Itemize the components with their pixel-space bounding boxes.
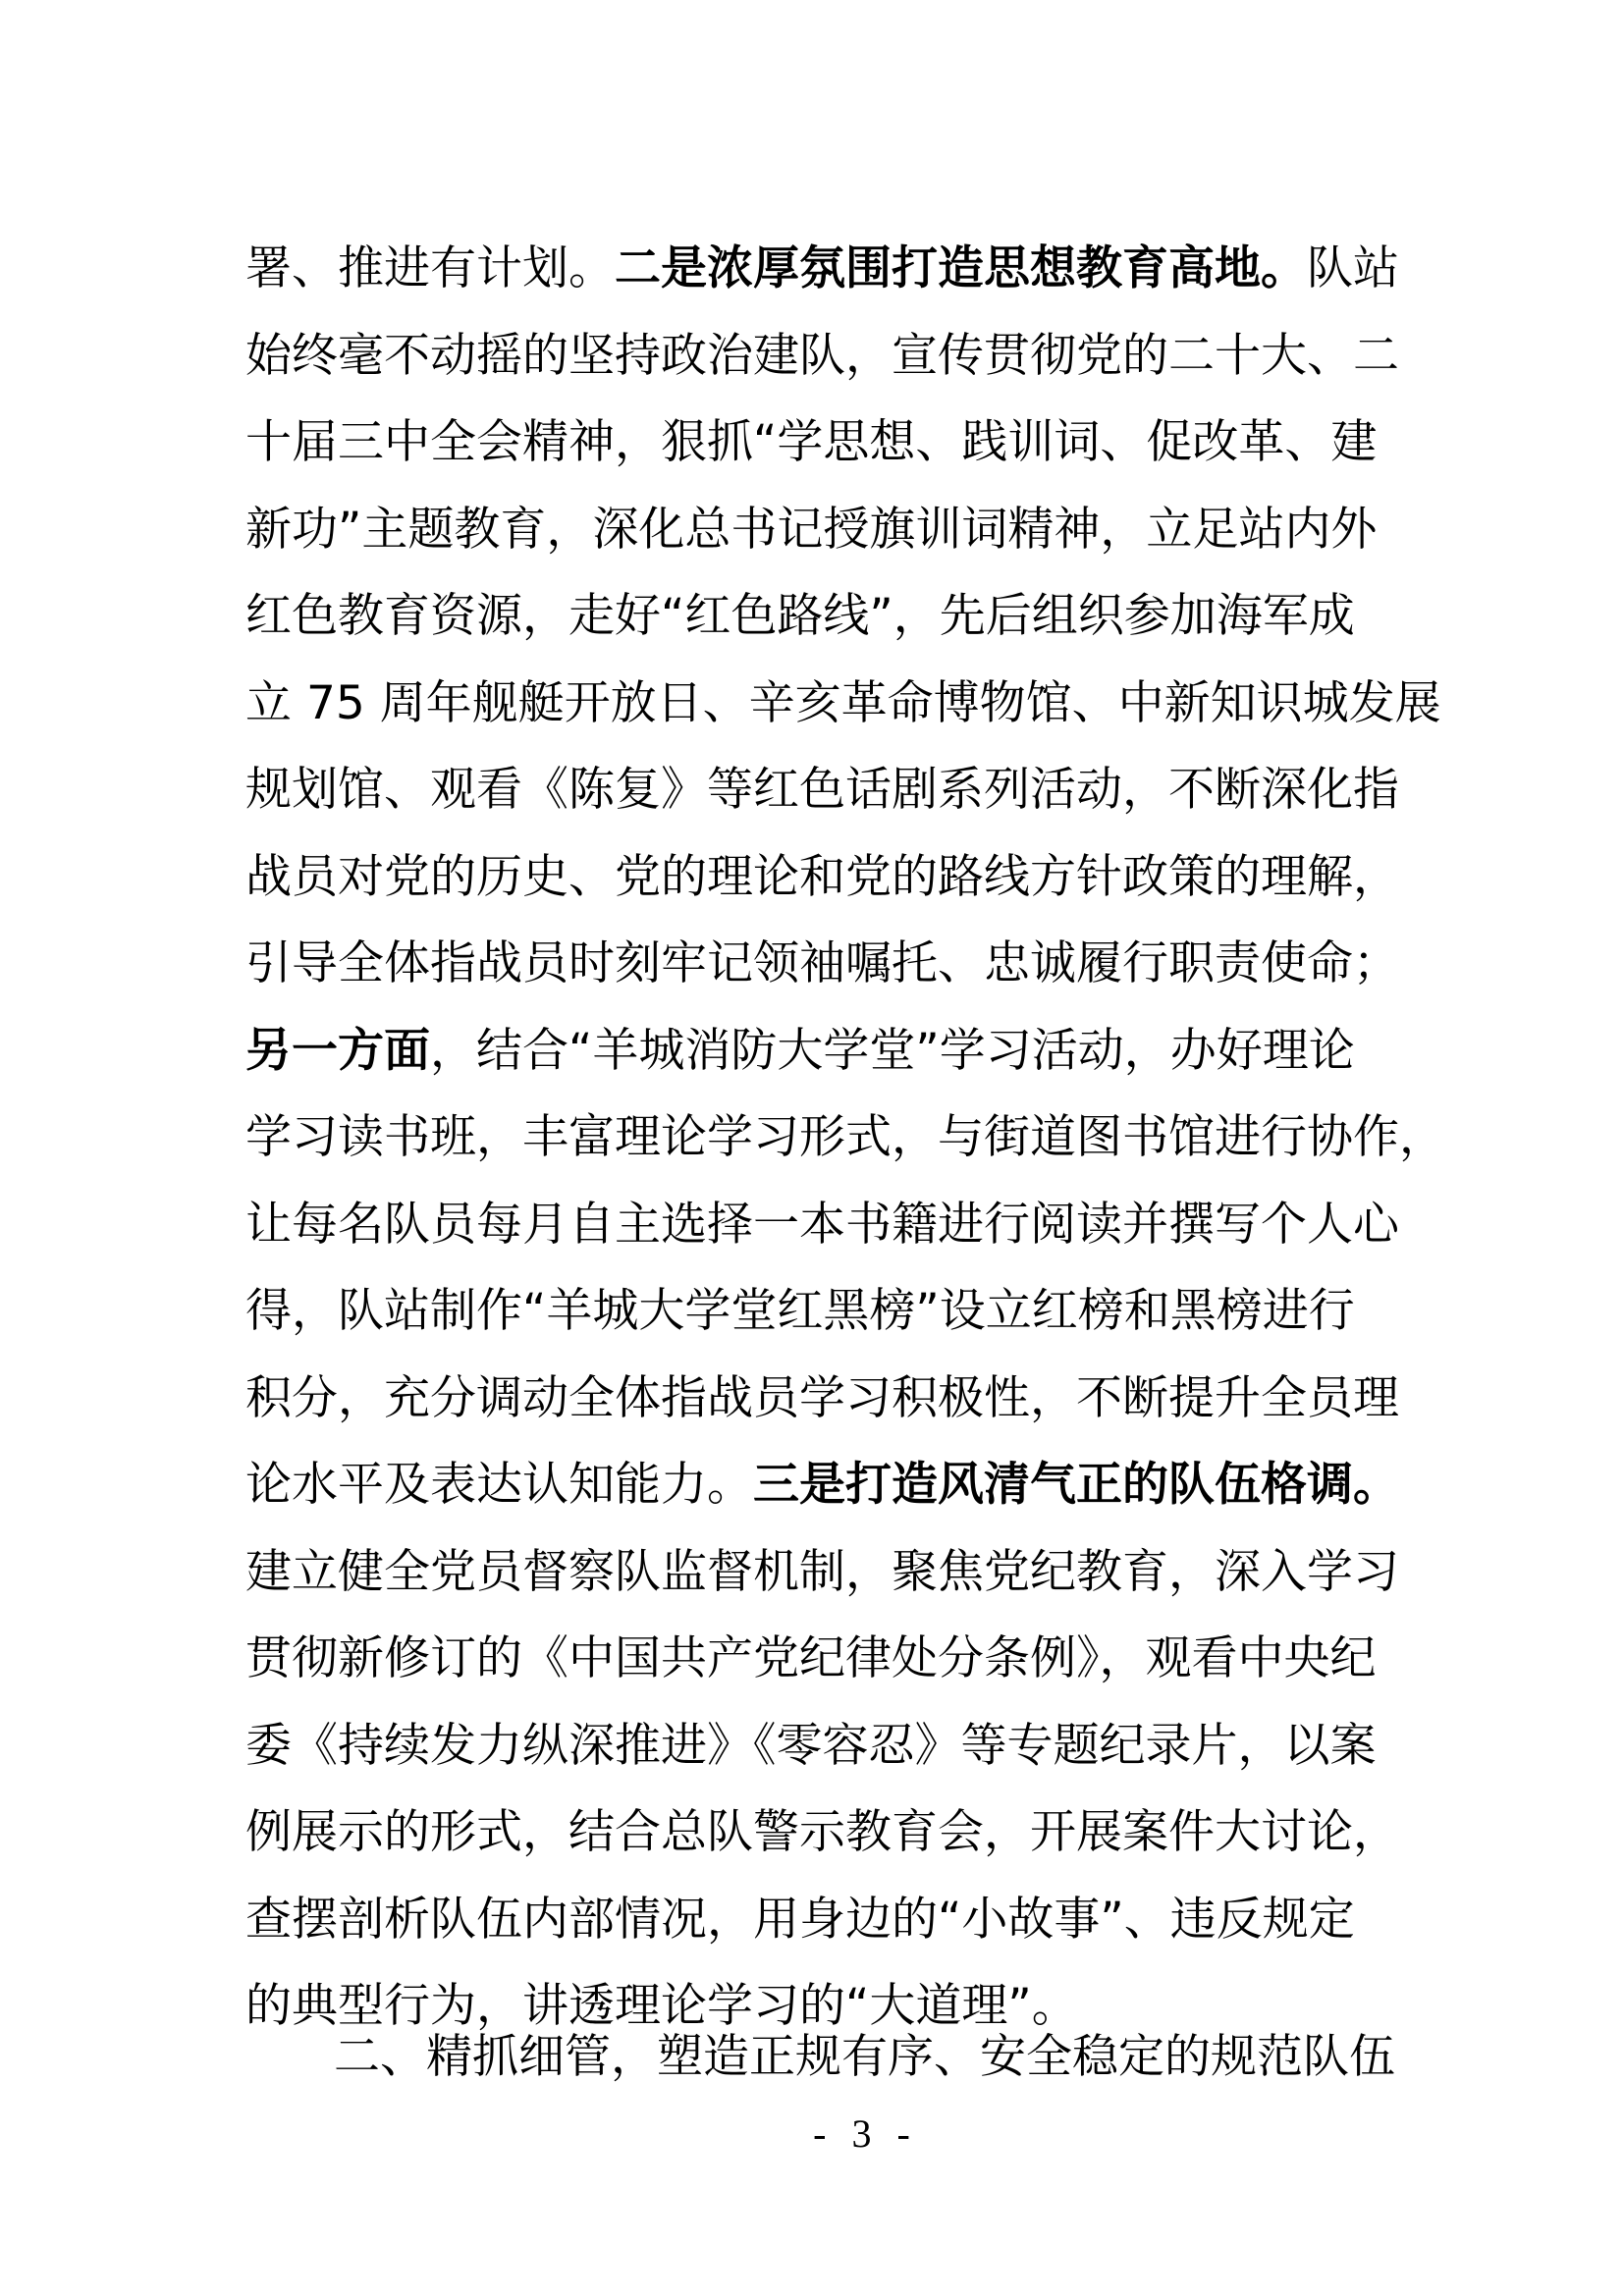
text-run: 建立健全党员督察队监督机制，聚焦党纪教育，深入学习	[245, 1544, 1399, 1599]
text-run: 得，队站制作“羊城大学堂红黑榜”设立红榜和黑榜进行	[245, 1284, 1355, 1338]
text-line	[245, 1095, 1445, 1182]
text-run: 战员对党的历史、党的理论和党的路线方针政策的理解，	[245, 849, 1399, 904]
text-run: 署、推进有计划。	[245, 241, 615, 295]
text-run: 始终毫不动摇的坚持政治建队，宣传贯彻党的二十大、二	[245, 328, 1399, 383]
text-run: 论水平及表达认知能力。	[245, 1458, 753, 1512]
text-line	[245, 1789, 1399, 1877]
bold-text-run: 三是打造风清气正的队伍格调。	[753, 1458, 1399, 1512]
text-run: 例展示的形式，结合总队警示教育会，开展案件大讨论，	[245, 1805, 1399, 1859]
text-run: 查摆剖析队伍内部情况，用身边的“小故事”、违反规定	[245, 1892, 1355, 1947]
text-line	[245, 1356, 1399, 1443]
body-paragraph	[245, 226, 1445, 2051]
text-line	[245, 661, 1441, 748]
text-run: ，结合“羊城消防大学堂”学习活动，办好理论	[430, 1023, 1355, 1078]
text-line	[245, 834, 1399, 922]
text-run: 立 75 周年舰艇开放日、辛亥革命博物馆、中新知识城发展	[245, 675, 1441, 730]
text-line	[245, 1703, 1394, 1790]
page-number: - 3 -	[813, 2111, 918, 2156]
text-run: 委《持续发力纵深推进》《零容忍》等专题纪录片，以案	[245, 1718, 1377, 1773]
section-heading: 二、精抓细管，塑造正规有序、安全稳定的规范队伍	[334, 2030, 1395, 2084]
text-run: 红色教育资源，走好“红色路线”，先后组织参加海军成	[245, 589, 1355, 643]
text-line	[245, 1877, 1394, 1964]
text-line	[245, 1616, 1394, 1703]
text-line	[245, 226, 1399, 313]
text-run: 队站	[1307, 241, 1399, 295]
text-run: 贯彻新修订的《中国共产党纪律处分条例》，观看中央纪	[245, 1631, 1377, 1685]
text-line	[245, 1268, 1394, 1356]
text-run: 规划馆、观看《陈复》等红色话剧系列活动，不断深化指	[245, 763, 1399, 817]
text-run: 让每名队员每月自主选择一本书籍进行阅读并撰写个人心	[245, 1197, 1399, 1252]
text-run: 新功”主题教育，深化总书记授旗训词精神，立足站内外	[245, 502, 1378, 557]
text-line	[245, 400, 1394, 487]
text-run: 十届三中全会精神，狠抓“学思想、践训词、促改革、建	[245, 415, 1378, 469]
text-line	[245, 921, 1399, 1008]
bold-text-run: 另一方面	[245, 1023, 430, 1078]
text-line	[245, 487, 1394, 574]
text-line	[245, 1442, 1399, 1529]
text-line	[245, 313, 1399, 400]
text-run: 积分，充分调动全体指战员学习积极性，不断提升全员理	[245, 1370, 1399, 1425]
text-line	[245, 573, 1394, 661]
text-line	[245, 1008, 1394, 1095]
text-line	[245, 747, 1399, 834]
text-run: 引导全体指战员时刻牢记领袖嘱托、忠诚履行职责使命；	[245, 936, 1399, 990]
text-run: 学习读书班，丰富理论学习形式，与街道图书馆进行协作，	[245, 1110, 1445, 1164]
bold-text-run: 二是浓厚氛围打造思想教育高地。	[615, 241, 1307, 295]
text-run: 的典型行为，讲透理论学习的“大道理”。	[245, 1979, 1078, 2033]
text-line	[245, 1182, 1399, 1269]
text-line	[245, 1529, 1399, 1617]
